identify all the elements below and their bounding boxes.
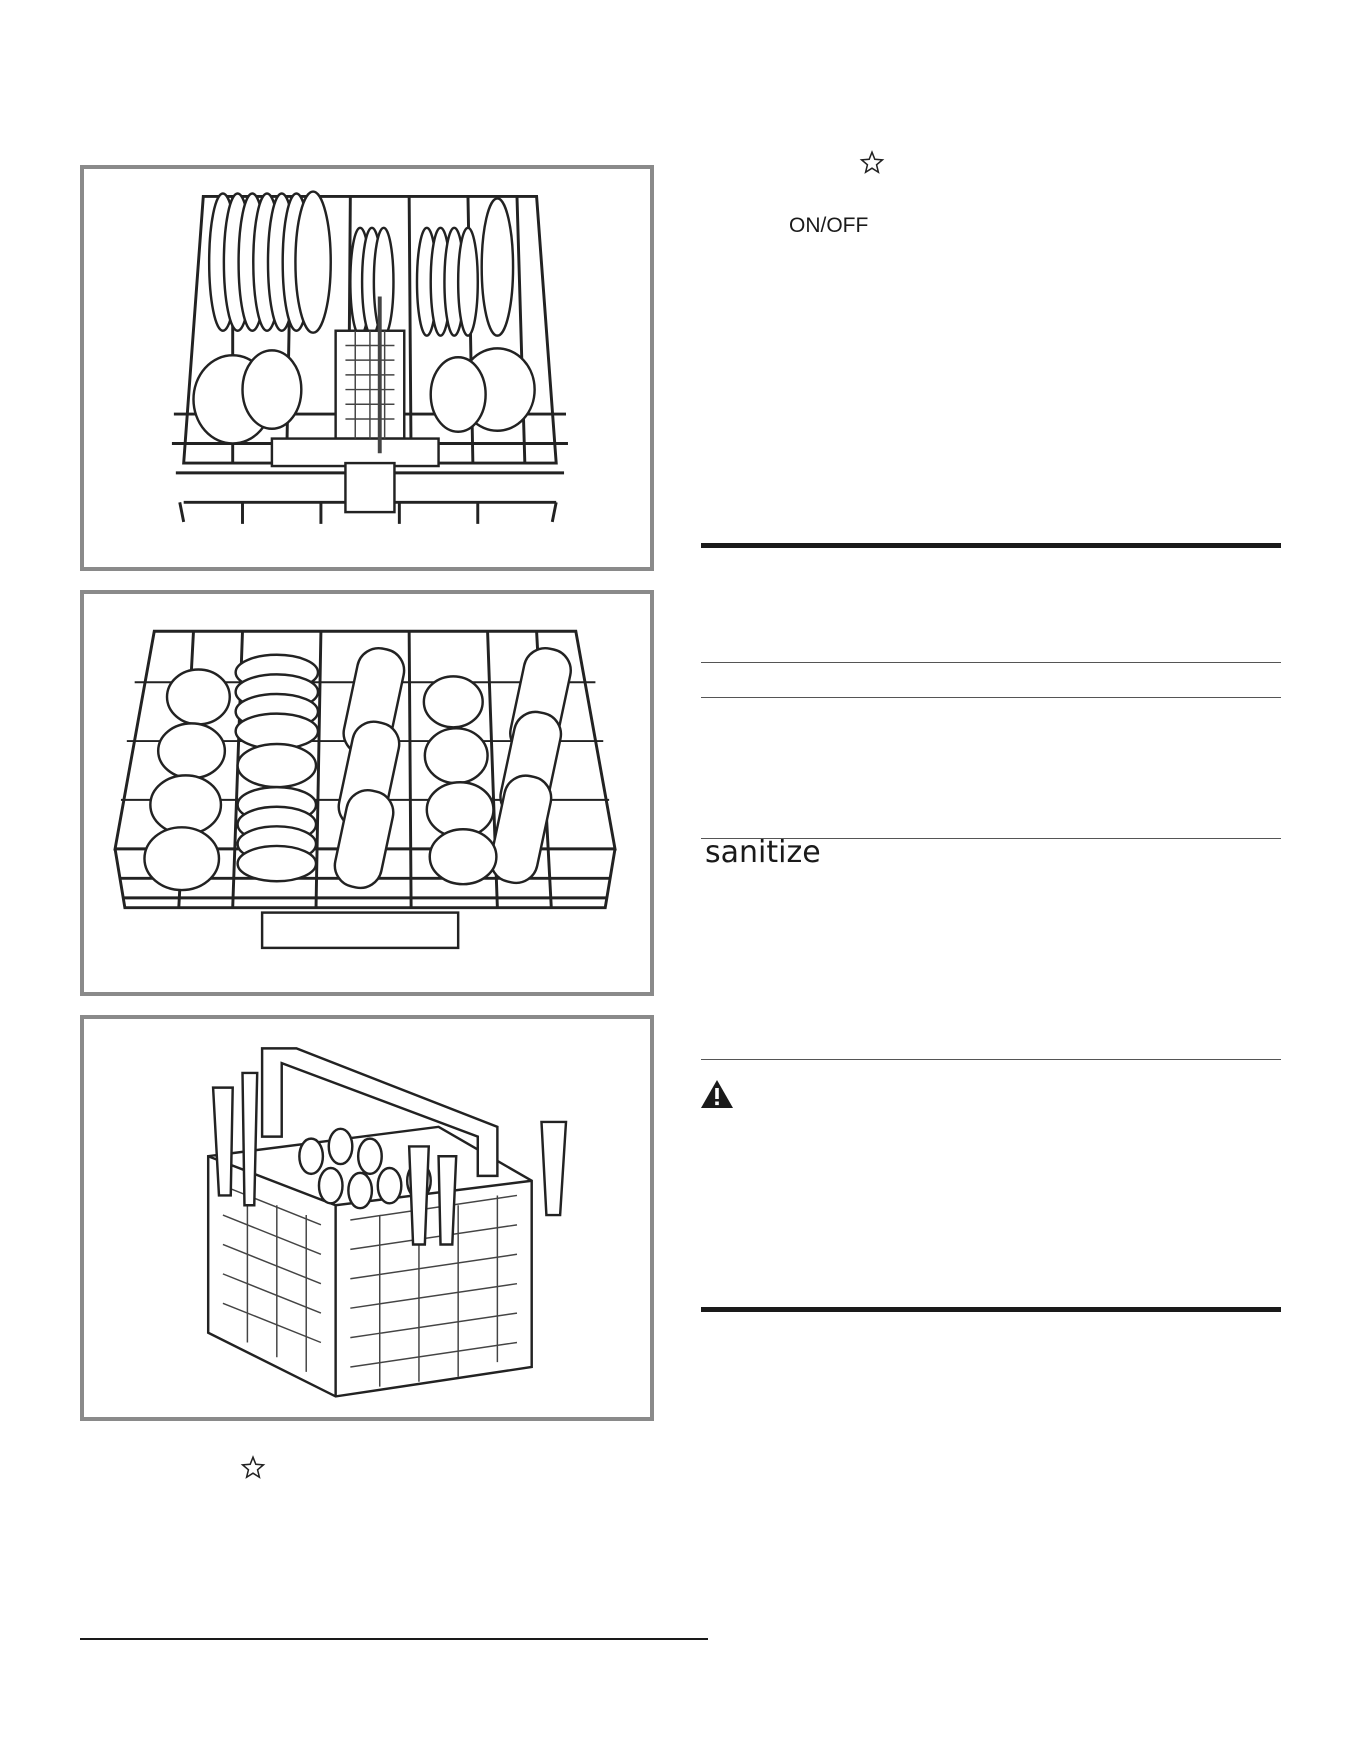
- warning-triangle-icon: [700, 1078, 734, 1110]
- power-button-label: ON/OFF: [789, 214, 869, 237]
- table-header-rule: [701, 662, 1281, 663]
- lower-rack-illustration: [80, 165, 654, 571]
- upper-rack-illustration: [80, 590, 654, 996]
- table-row-rule: [701, 697, 1281, 698]
- table-row-rule: [701, 1059, 1281, 1060]
- table-top-rule: [701, 543, 1281, 548]
- sanitize-option-label: sanitize: [705, 835, 821, 870]
- star-outline-icon: [859, 150, 885, 176]
- upper-rack-drawing: [84, 594, 650, 992]
- footer-rule: [80, 1638, 708, 1640]
- star-outline-icon: [240, 1455, 266, 1481]
- table-bottom-rule: [701, 1307, 1281, 1312]
- cutlery-basket-illustration: [80, 1015, 654, 1421]
- cutlery-basket-drawing: [84, 1019, 650, 1417]
- lower-rack-drawing: [84, 169, 650, 567]
